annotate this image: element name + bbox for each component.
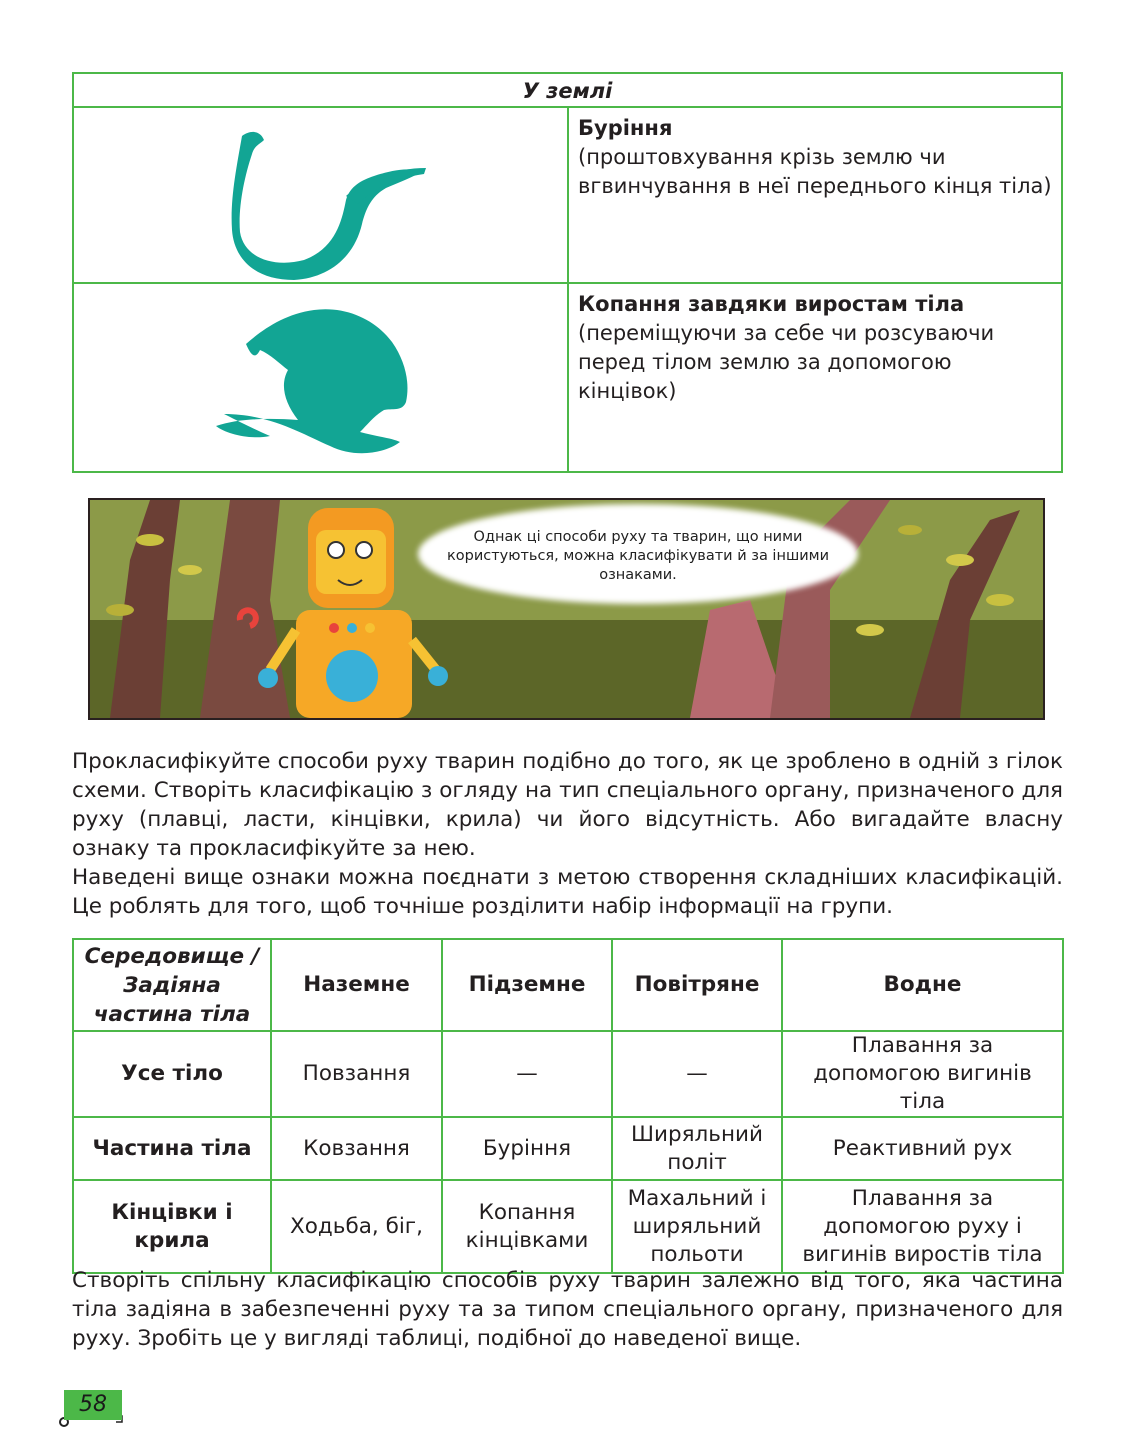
text-cell	[569, 284, 1061, 471]
table-cell: Реактивний рух	[782, 1117, 1063, 1180]
table-row	[74, 284, 1061, 471]
method-description: (проштовхування крізь землю чи вгвинчування в неї переднього кінця тіла)	[578, 145, 1052, 198]
table-row	[73, 1180, 1063, 1273]
page-number: 58	[64, 1390, 122, 1420]
table-row	[73, 1031, 1063, 1117]
table-cell: Копання кінцівками	[442, 1180, 612, 1273]
row-header: Частина тіла	[73, 1117, 271, 1180]
paragraph: Наведені вище ознаки можна поєднати з метою створення складніших класифікацій. Це роблять для того, щоб точніше розділити набір інформації на групи.	[72, 865, 1063, 919]
image-cell	[74, 108, 569, 282]
table-cell: Ходьба, біг,	[271, 1180, 442, 1273]
table-cell: —	[442, 1031, 612, 1117]
column-header: Повітряне	[612, 939, 782, 1031]
corner-header: Середовище / Задіяна частина тіла	[73, 939, 271, 1031]
method-title: Копання завдяки виростам тіла	[578, 292, 965, 316]
text-cell	[569, 108, 1061, 282]
table-cell: Махальний і ширяльний польоти	[612, 1180, 782, 1273]
task-text: Створіть спільну класифікацію способів руху тварин залежно від того, яка частина тіла задіяна в забезпеченні руху та за типом спеціального органу, призначеного для руху. Зробіть це у вигляді таблиці, подібної до наведеної вище.	[72, 1268, 1063, 1351]
worm-burrowing-icon	[74, 108, 567, 284]
table-cell: Ковзання	[271, 1117, 442, 1180]
mole-digging-icon	[74, 284, 567, 471]
table-header-row	[73, 939, 1063, 1031]
table-cell: Ширяльний політ	[612, 1117, 782, 1180]
paragraph: Прокласифікуйте способи руху тварин подібно до того, як це зроблено в одній з гілок схеми. Створіть класифікацію з огляду на тип спеціального органу, призначеного для руху (плавці, ласти, кінцівки, крила) чи його відсутність. Або вигадайте власну ознаку та прокласифікуйте за нею.	[72, 749, 1063, 861]
table-row	[73, 1117, 1063, 1180]
underground-table	[72, 72, 1063, 473]
table-cell: Повзання	[271, 1031, 442, 1117]
table-cell: Плавання за допомогою руху і вигинів виростів тіла	[782, 1180, 1063, 1273]
instructions-text	[72, 747, 1063, 921]
classification-table	[72, 938, 1064, 1274]
row-header: Кінцівки і крила	[73, 1180, 271, 1273]
table-cell: Буріння	[442, 1117, 612, 1180]
table-title: У землі	[74, 74, 1061, 108]
speech-text: Однак ці способи руху та тварин, що ними користуються, можна класифікувати й за іншими ознаками.	[447, 529, 829, 583]
table-cell: —	[612, 1031, 782, 1117]
method-description: (переміщуючи за себе чи розсуваючи перед тілом землю за допомогою кінцівок)	[578, 321, 995, 403]
column-header: Водне	[782, 939, 1063, 1031]
comic-banner	[88, 498, 1045, 720]
method-title: Буріння	[578, 116, 673, 140]
table-cell: Плавання за допомогою вигинів тіла	[782, 1031, 1063, 1117]
table-row	[74, 108, 1061, 284]
image-cell	[74, 284, 569, 471]
column-header: Підземне	[442, 939, 612, 1031]
row-header: Усе тіло	[73, 1031, 271, 1117]
column-header: Наземне	[271, 939, 442, 1031]
